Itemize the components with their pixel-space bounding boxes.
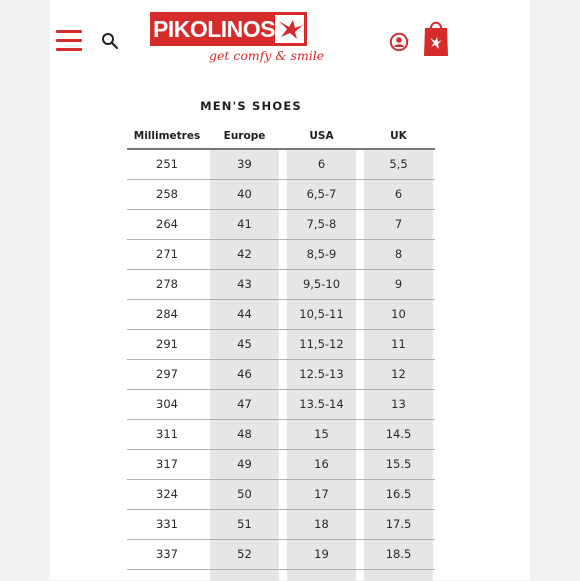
uk-cell: 6 [394, 187, 403, 201]
millimetres-cell: 331 [156, 517, 178, 531]
millimetres-cell: 278 [156, 277, 178, 291]
column-header-millimetres: Millimetres [133, 130, 201, 142]
millimetres-cell: 271 [156, 247, 178, 261]
europe-cell: 52 [237, 547, 252, 561]
table-row [127, 510, 435, 540]
usa-cell: 6,5-7 [306, 187, 337, 201]
table-row [127, 180, 435, 210]
table-row [127, 210, 435, 240]
europe-cell: 39 [237, 157, 252, 171]
table-title: MEN'S SHOES [200, 99, 302, 113]
usa-cell: 12.5-13 [299, 367, 344, 381]
uk-cell: 7 [394, 217, 403, 231]
uk-cell: 16.5 [385, 487, 412, 501]
table-row [127, 390, 435, 420]
millimetres-cell: 264 [156, 217, 178, 231]
millimetres-cell: 258 [156, 187, 178, 201]
usa-cell: 11,5-12 [299, 337, 344, 351]
europe-cell: 43 [237, 277, 252, 291]
uk-cell: 17.5 [385, 517, 412, 531]
uk-cell: 10 [391, 307, 406, 321]
usa-cell: 7,5-8 [306, 217, 337, 231]
usa-cell: 8,5-9 [306, 247, 337, 261]
usa-cell: 13.5-14 [299, 397, 344, 411]
europe-cell: 50 [237, 487, 252, 501]
usa-cell: 17 [314, 487, 329, 501]
column-header-europe: Europe [223, 130, 266, 142]
table-row [127, 270, 435, 300]
search-icon[interactable] [101, 32, 119, 50]
column-header-uk: UK [390, 130, 407, 142]
millimetres-cell: 324 [156, 487, 178, 501]
uk-cell: 15.5 [385, 457, 412, 471]
usa-cell: 19 [314, 547, 329, 561]
table-row [127, 540, 435, 570]
usa-cell: 9,5-10 [302, 277, 341, 291]
row-divider [127, 569, 435, 570]
millimetres-cell: 304 [156, 397, 178, 411]
europe-cell: 46 [237, 367, 252, 381]
logo-frame [150, 12, 307, 46]
logo-text: PIKOLINOS [153, 16, 276, 42]
uk-cell: 14.5 [385, 427, 412, 441]
europe-cell: 42 [237, 247, 252, 261]
millimetres-cell: 251 [156, 157, 178, 171]
bird-icon [277, 17, 305, 41]
europe-cell: 48 [237, 427, 252, 441]
user-icon[interactable] [389, 32, 409, 52]
uk-cell: 8 [394, 247, 403, 261]
table-row [127, 360, 435, 390]
table-header-row [127, 124, 435, 148]
shopping-bag-icon[interactable] [423, 18, 449, 58]
logo-tagline: get comfy & smile [209, 48, 325, 63]
table-row [127, 300, 435, 330]
europe-cell: 45 [237, 337, 252, 351]
europe-cell: 47 [237, 397, 252, 411]
brand-logo[interactable] [150, 12, 325, 70]
uk-cell: 18.5 [385, 547, 412, 561]
usa-cell: 6 [317, 157, 326, 171]
usa-cell: 18 [314, 517, 329, 531]
table-row [127, 330, 435, 360]
table-row [127, 420, 435, 450]
uk-cell: 13 [391, 397, 406, 411]
menu-icon[interactable] [56, 28, 82, 52]
millimetres-cell: 311 [156, 427, 178, 441]
millimetres-cell: 284 [156, 307, 178, 321]
uk-cell: 9 [394, 277, 403, 291]
usa-cell: 10,5-11 [299, 307, 344, 321]
table-row [127, 240, 435, 270]
table-row [127, 480, 435, 510]
millimetres-cell: 337 [156, 547, 178, 561]
millimetres-cell: 317 [156, 457, 178, 471]
table-row [127, 450, 435, 480]
table-row [127, 150, 435, 180]
usa-cell: 16 [314, 457, 329, 471]
europe-cell: 41 [237, 217, 252, 231]
europe-cell: 44 [237, 307, 252, 321]
europe-cell: 49 [237, 457, 252, 471]
millimetres-cell: 291 [156, 337, 178, 351]
column-header-usa: USA [309, 130, 334, 142]
uk-cell: 12 [391, 367, 406, 381]
usa-cell: 15 [314, 427, 329, 441]
uk-cell: 11 [391, 337, 406, 351]
millimetres-cell: 297 [156, 367, 178, 381]
europe-cell: 51 [237, 517, 252, 531]
europe-cell: 40 [237, 187, 252, 201]
uk-cell: 5,5 [389, 157, 408, 171]
